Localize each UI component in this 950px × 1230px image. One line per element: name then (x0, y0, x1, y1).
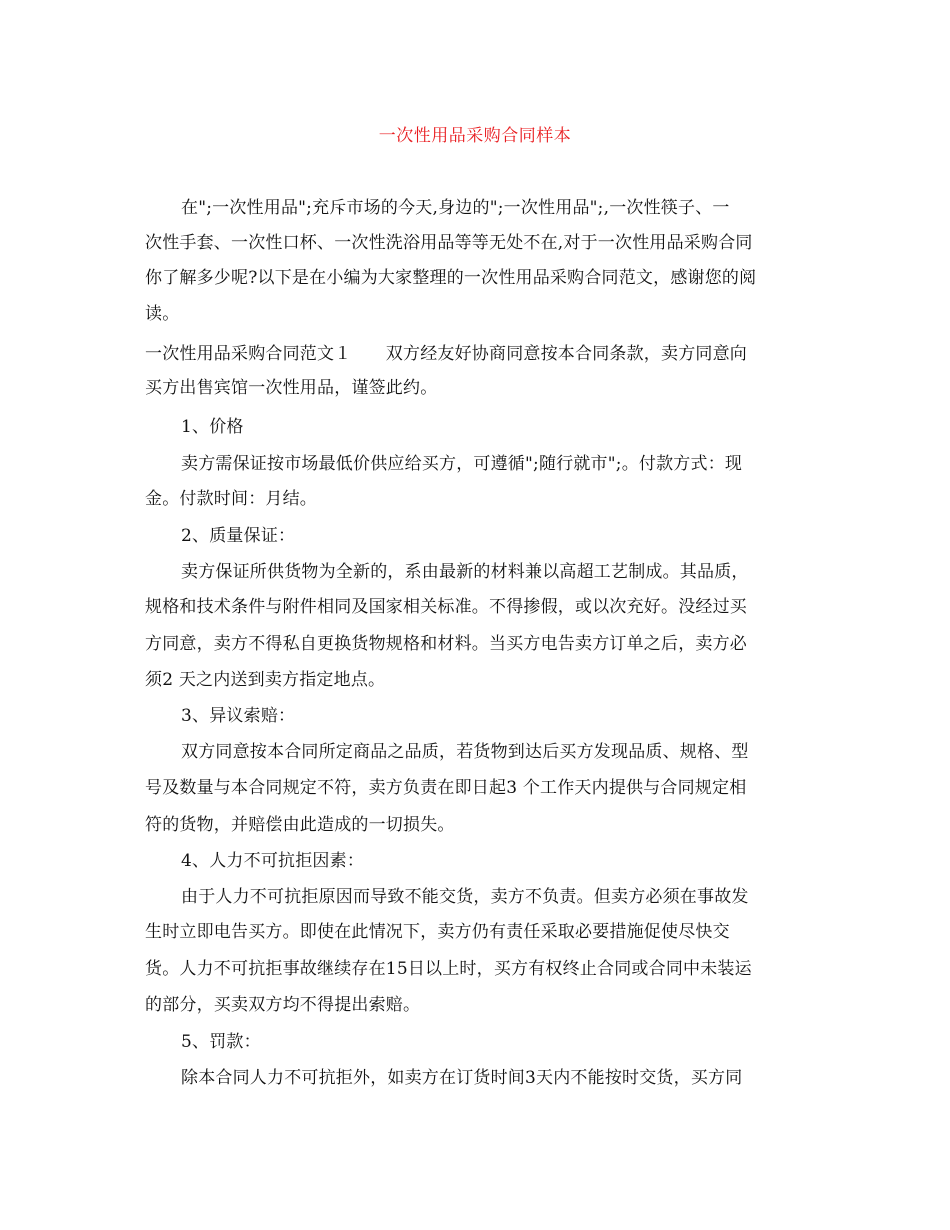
paragraph-line: 方同意，卖方不得私自更换货物规格和材料。当买方电告卖方订单之后，卖方必 (145, 634, 747, 654)
paragraph-line: 双方同意按本合同所定商品之品质，若货物到达后买方发现品质、规格、型 (181, 742, 749, 762)
paragraph-line: 号及数量与本合同规定不符，卖方负责在即日起3 个工作天内提供与合同规定相 (145, 778, 747, 798)
section-heading: 4、人力不可抗拒因素： (181, 851, 365, 871)
paragraph-line: 买方出售宾馆一次性用品，谨签此约。 (145, 378, 438, 398)
paragraph-line: 由于人力不可抗拒原因而导致不能交货，卖方不负责。但卖方必须在事故发 (181, 887, 749, 907)
paragraph-line: 规格和技术条件与附件相同及国家相关标准。不得掺假，或以次充好。没经过买 (145, 597, 747, 617)
paragraph-line: 除本合同人力不可抗拒外，如卖方在订货时间3天内不能按时交货，买方同 (181, 1068, 743, 1088)
paragraph-line: 的部分，买卖双方均不得提出索赔。 (145, 995, 421, 1015)
paragraph-line: 金。付款时间：月结。 (145, 489, 317, 509)
paragraph-line: 生时立即电告买方。即使在此情况下，卖方仍有责任采取必要措施促使尽快交 (145, 922, 730, 942)
paragraph-line: 你了解多少呢?以下是在小编为大家整理的一次性用品采购合同范文，感谢您的阅 (145, 268, 757, 288)
paragraph-line: 卖方需保证按市场最低价供应给买方，可遵循";随行就市";。付款方式：现 (181, 454, 743, 474)
paragraph-line: 符的货物，并赔偿由此造成的一切损失。 (145, 815, 455, 835)
paragraph-line: 货。人力不可抗拒事故继续存在15日以上时，买方有权终止合同或合同中未装运 (145, 959, 752, 979)
paragraph-line: 次性手套、一次性口杯、一次性洗浴用品等等无处不在,对于一次性用品采购合同 (145, 233, 753, 253)
paragraph-line: 一次性用品采购合同范文１ 双方经友好协商同意按本合同条款，卖方同意向 (145, 344, 747, 364)
section-heading: 3、异议索赔： (181, 706, 296, 726)
section-heading: 5、罚款： (181, 1032, 261, 1052)
paragraph-line: 在";一次性用品";充斥市场的今天,身边的";一次性用品";,一次性筷子、一 (181, 198, 730, 218)
section-heading: 2、质量保证： (181, 526, 296, 546)
paragraph-line: 卖方保证所供货物为全新的，系由最新的材料兼以高超工艺制成。其品质， (181, 562, 749, 582)
section-heading: 1、价格 (181, 417, 244, 437)
paragraph-line: 须2 天之内送到卖方指定地点。 (145, 670, 386, 690)
document-title: 一次性用品采购合同样本 (378, 126, 572, 146)
paragraph-line: 读。 (145, 304, 180, 324)
